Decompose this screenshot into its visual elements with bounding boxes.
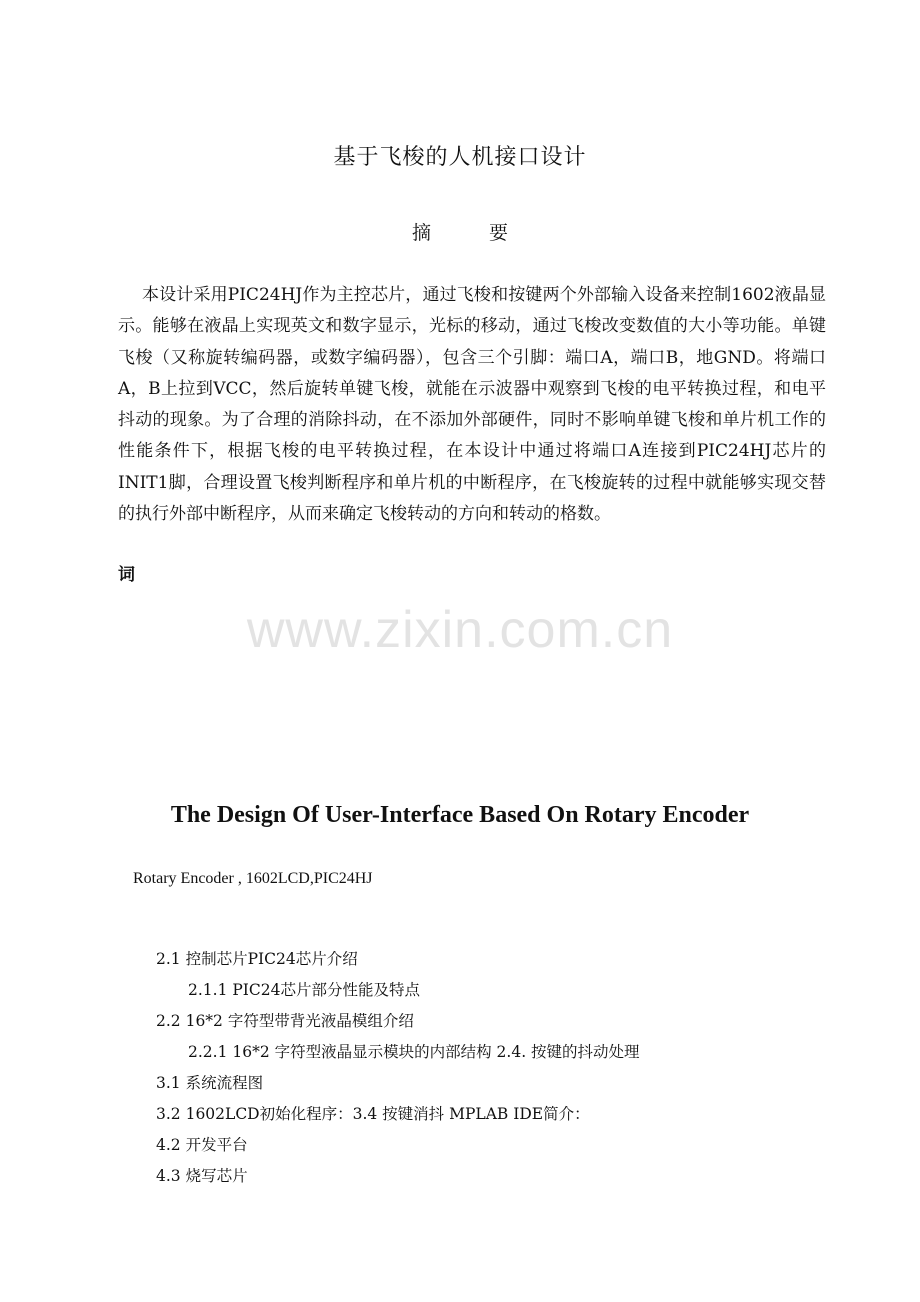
- toc-item: 2.1 控制芯片PIC24芯片介绍: [156, 950, 358, 968]
- toc-item: 2.2 16*2 字符型带背光液晶模组介绍: [156, 1012, 414, 1030]
- keywords-label: 词: [118, 565, 135, 585]
- toc-item: 3.2 1602LCD初始化程序：3.4 按键消抖 MPLAB IDE简介：: [156, 1105, 590, 1123]
- toc-item: 2.1.1 PIC24芯片部分性能及特点: [188, 981, 421, 999]
- toc-item: 4.2 开发平台: [156, 1136, 248, 1154]
- toc-item: 2.2.1 16*2 字符型液晶显示模块的内部结构 2.4. 按键的抖动处理: [188, 1043, 640, 1061]
- keywords-en: Rotary Encoder , 1602LCD,PIC24HJ: [133, 870, 373, 887]
- document-title-en: The Design Of User-Interface Based On Rotary Encoder: [170, 802, 750, 828]
- abstract-heading: 摘 要: [411, 222, 535, 244]
- watermark: www.zixin.com.cn: [246, 601, 674, 659]
- document-title-cn: 基于飞梭的人机接口设计: [333, 145, 587, 170]
- toc-item: 4.3 烧写芯片: [156, 1167, 248, 1185]
- abstract-body: 本设计采用PIC24HJ作为主控芯片，通过飞梭和按键两个外部输入设备来控制1602液晶显示。能够在液晶上实现英文和数字显示，光标的移动，通过飞梭改变数值的大小等功能。单键飞梭（又称旋转编码器，或数字编码器），包含三个引脚：端口A，端口B，地GND。将端口A，B上拉到VCC，然后旋转单键飞梭，就能在示波器中观察到飞梭的电平转换过程，和电平抖动的现象。为了合理的消除抖动，在不添加外部硬件，同时不影响单键飞梭和单片机工作的性能条件下，根据飞梭的电平转换过程，在本设计中通过将端口A连接到PIC24HJ芯片的INIT1脚，合理设置飞梭判断程序和单片机的中断程序，在飞梭旋转的过程中就能够实现交替的执行外部中断程序，从而来确定飞梭转动的方向和转动的格数。: [118, 285, 826, 525]
- toc-item: 3.1 系统流程图: [156, 1074, 264, 1092]
